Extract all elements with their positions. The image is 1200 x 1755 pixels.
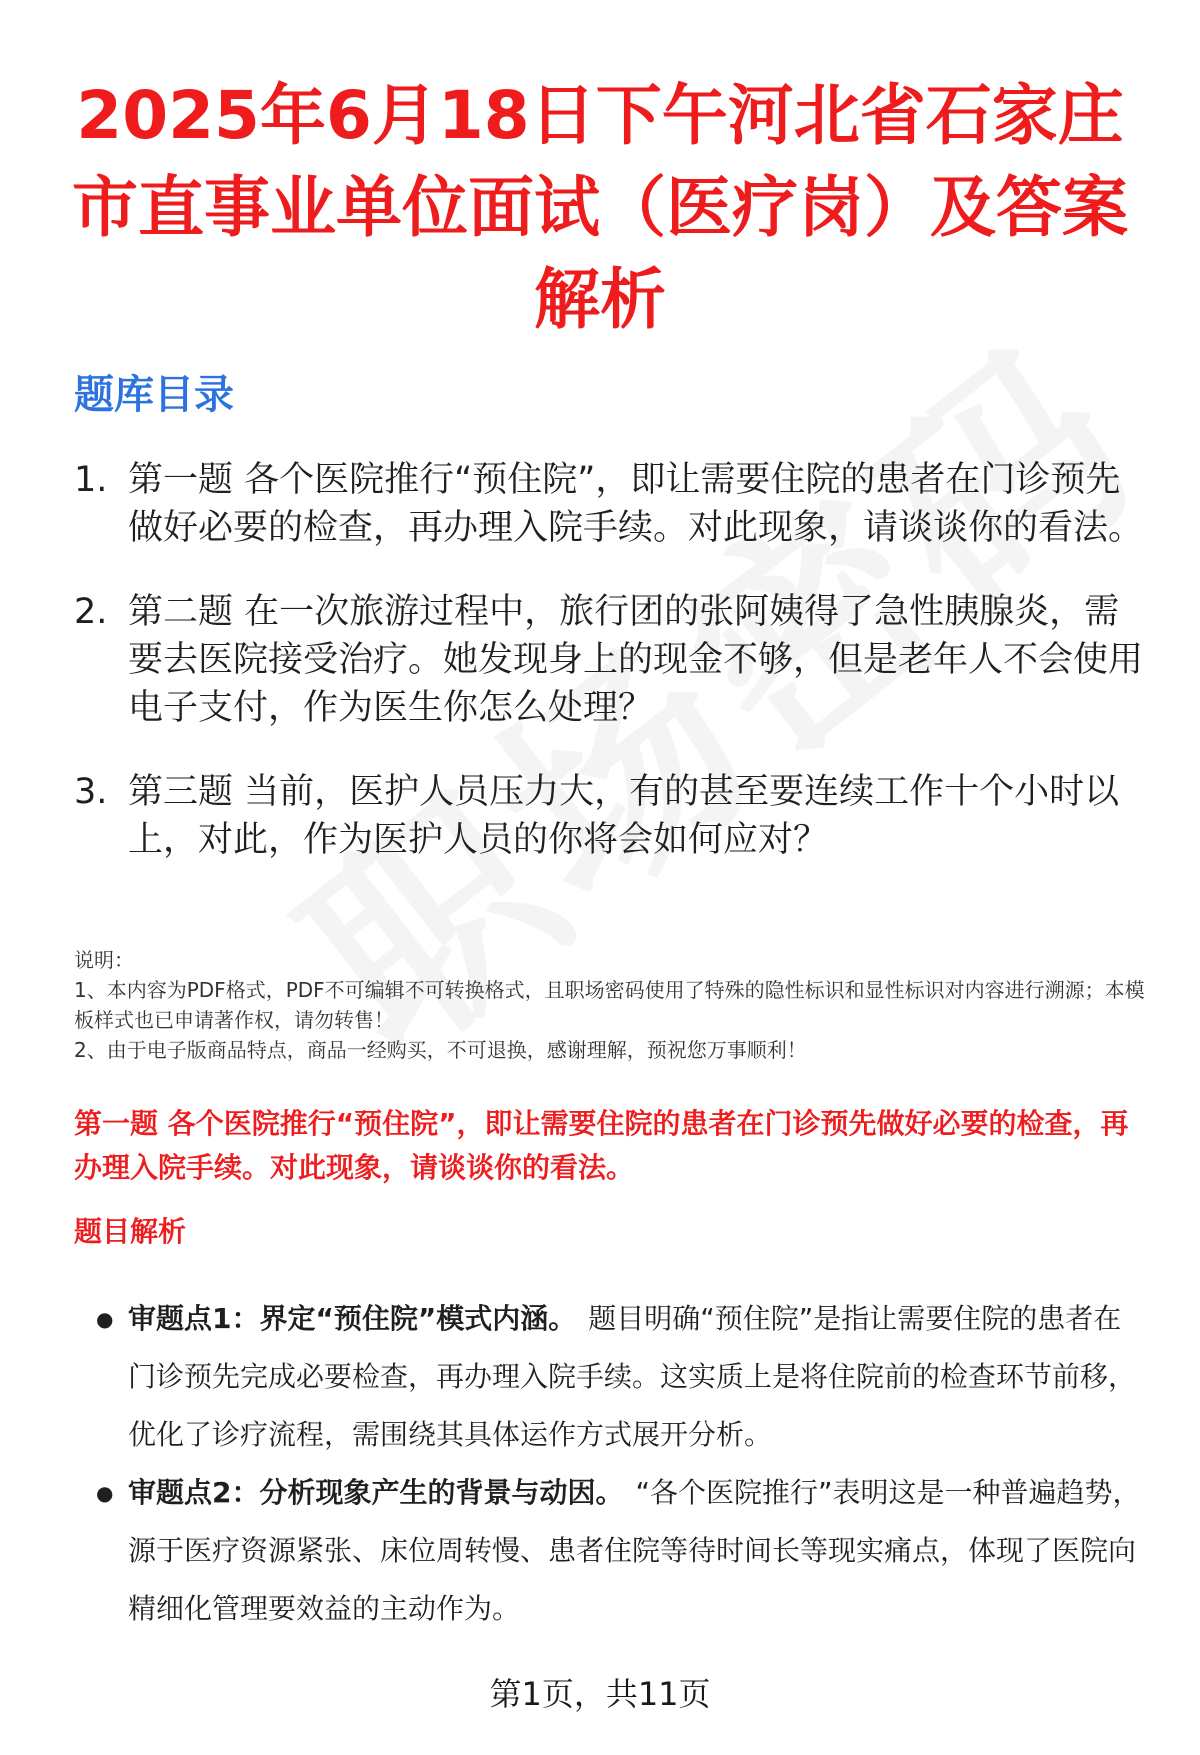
note-line-2: 2、由于电子版商品特点，商品一经购买，不可退换，感谢理解，预祝您万事顺利！ — [74, 1038, 807, 1062]
toc-item-text: 第三题 当前，医护人员压力大，有的甚至要连续工作十个小时以上，对此，作为医护人员的你将会如何应对？ — [128, 772, 1120, 860]
bullet-icon: ● — [96, 1307, 114, 1331]
toc-item[interactable] — [74, 768, 1154, 864]
toc-item[interactable] — [74, 456, 1154, 552]
page-footer: 第1页，共11页 — [489, 1675, 711, 1713]
question-1-heading: 第一题 各个医院推行“预住院”，即让需要住院的患者在门诊预先做好必要的检查，再办理入院手续。对此现象，请谈谈你的看法。 — [74, 1107, 1129, 1184]
page-title: 2025年6月18日下午河北省石家庄市直事业单位面试（医疗岗）及答案解析 — [72, 77, 1128, 338]
analysis-points — [96, 1290, 1146, 1638]
toc-list — [74, 456, 1154, 900]
toc-item-number: 3. — [74, 772, 108, 812]
analysis-heading: 题目解析 — [74, 1215, 187, 1248]
toc-item[interactable] — [74, 588, 1154, 732]
note-line-1: 1、本内容为PDF格式，PDF不可编辑不可转换格式，且职场密码使用了特殊的隐性标识和显性标识对内容进行溯源；本模板样式也已申请著作权，请勿转售！ — [74, 978, 1145, 1032]
toc-item-text: 第二题 在一次旅游过程中，旅行团的张阿姨得了急性胰腺炎，需要去医院接受治疗。她发现身上的现金不够，但是老年人不会使用电子支付，作为医生你怎么处理？ — [128, 592, 1144, 728]
toc-heading: 题库目录 — [74, 372, 234, 418]
bullet-icon: ● — [96, 1481, 114, 1505]
toc-item-text: 第一题 各个医院推行“预住院”，即让需要住院的患者在门诊预先做好必要的检查，再办理入院手续。对此现象，请谈谈你的看法。 — [128, 460, 1144, 548]
analysis-point — [96, 1290, 1146, 1464]
point-text: 题目明确“预住院”是指让需要住院的患者在门诊预先完成必要检查，再办理入院手续。这实质上是将住院前的检查环节前移，优化了诊疗流程，需围绕其具体运作方式展开分析。 — [128, 1302, 1137, 1451]
point-title: 审题点1：界定“预住院”模式内涵。 — [128, 1302, 577, 1335]
toc-item-number: 1. — [74, 460, 108, 500]
disclaimer-note — [74, 945, 1164, 1065]
note-label: 说明： — [74, 948, 134, 972]
point-text: “各个医院推行”表明这是一种普遍趋势，源于医疗资源紧张、床位周转慢、患者住院等待时间长等现实痛点，体现了医院向精细化管理要效益的主动作为。 — [128, 1476, 1141, 1625]
analysis-point — [96, 1464, 1146, 1638]
point-title: 审题点2：分析现象产生的背景与动因。 — [128, 1476, 624, 1509]
toc-item-number: 2. — [74, 592, 108, 632]
